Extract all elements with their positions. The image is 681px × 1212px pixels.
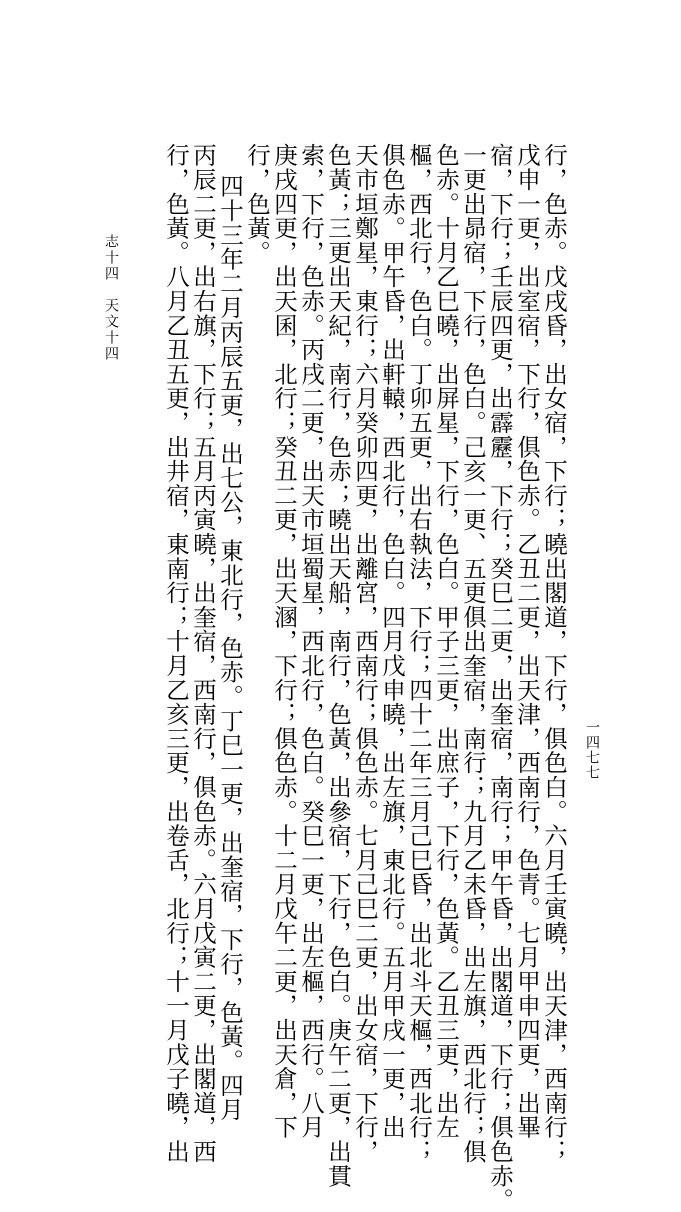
page-number: 一四七七 — [584, 720, 600, 780]
text-column: 一更出昴宿，下行，色白。己亥一更、五更俱出奎宿，南行；九月乙未昏，出左旗，西北行；俱 — [459, 143, 487, 1164]
text-column: 行，色黃。 — [243, 143, 271, 265]
text-column: 色赤。十月乙巳曉，出屏星，下行，色白。甲子三更，出庶子，下行，色黃。乙丑三更，出左 — [432, 143, 460, 1140]
text-column: 行，色黃。八月乙丑五更，出井宿，東南行；十月乙亥三更，出卷舌，北行；十一月戊子曉，出 — [162, 143, 190, 1164]
text-column: 樞，西北行，色白。丁卯五更，出右執法，下行；四十二年三月己巳昏，出北斗天樞，西北行； — [405, 143, 433, 1164]
page-header — [84, 162, 138, 362]
text-column: 丙辰二更，出右旗，下行；五月丙寅曉，出奎宿，西南行，俱色赤。六月戊寅二更，出閣道，西 — [189, 143, 217, 1164]
text-column: 天市垣鄭星，東行；六月癸卯四更，出離宮，西南行；俱色赤。七月己巳二更，出女宿，下行， — [351, 143, 379, 1164]
text-column: 四十三年二月丙辰五更，出七公，東北行，色赤。丁巳一更，出奎宿，下行，色黃。四月 — [216, 174, 244, 1122]
text-column: 俱色赤。甲午昏，出軒轅，西北行，色白。四月戊申曉，出左旗，東北行。五月甲戌一更，出 — [378, 143, 406, 1140]
chapter-title: 天文十四 — [103, 298, 119, 362]
text-column: 宿，下行；壬辰四更，出霹靂，下行；癸巳二更，出奎宿，南行；甲午昏，出閣道，下行；俱色赤。 — [486, 143, 514, 1212]
text-column: 索，下行，色赤。丙戌二更，出天市垣蜀星，西北行，色白。癸巳一更，出左樞，西行。八月 — [297, 143, 325, 1140]
text-column: 庚戌四更，出天囷，北行；癸丑二更，出天溷，下行；俱色赤。十二月戊午二更，出天倉，下 — [270, 143, 298, 1140]
text-column: 戊申一更，出室宿，下行，俱色赤。乙丑二更，出天津，西南行，色青。七月甲申四更，出畢 — [513, 143, 541, 1140]
text-column: 行，色赤。戊戌昏，出女宿，下行；曉出閣道，下行，俱色白。六月壬寅曉，出天津，西南行； — [540, 143, 568, 1164]
text-column: 色黃；三更出天紀，南行，色赤；曉出天船，南行，色黃，出參宿，下行，色白。庚午二更，出貫 — [324, 143, 352, 1188]
header-gap — [103, 282, 119, 298]
volume-label: 志十四 — [103, 234, 119, 282]
